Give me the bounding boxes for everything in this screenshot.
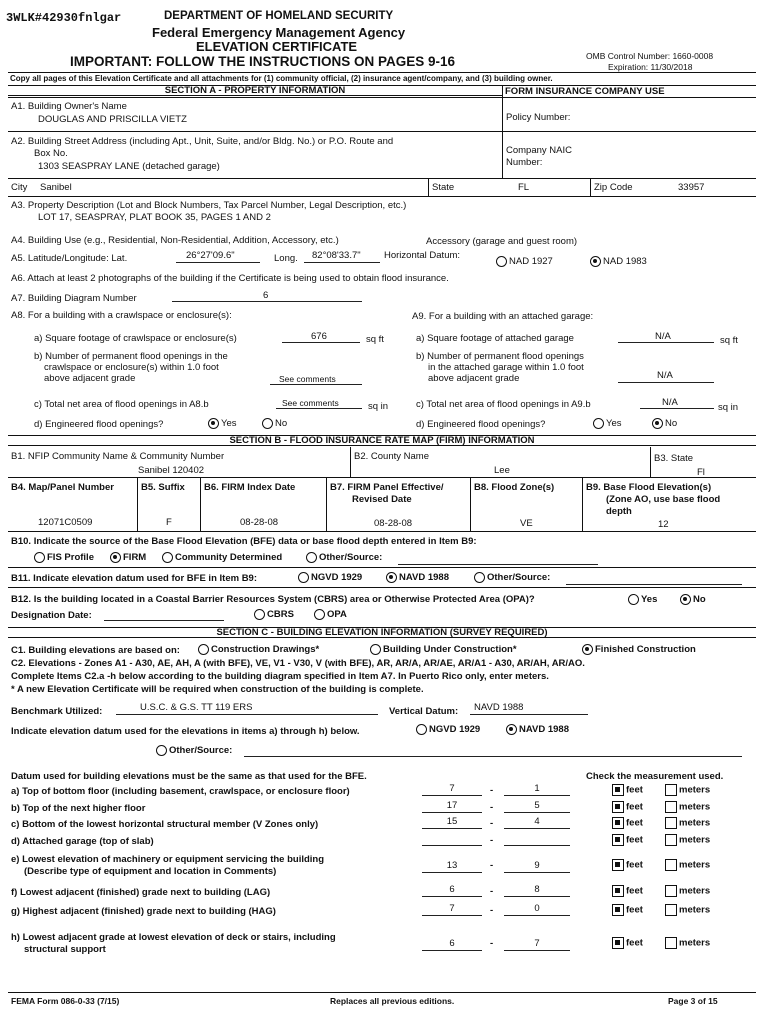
b6-value[interactable]: 08-28-08	[240, 517, 279, 528]
row-feet-value[interactable]: 6	[449, 938, 455, 949]
expiration: Expiration: 11/30/2018	[608, 62, 693, 72]
a8a-label: a) Square footage of crawlspace or enclosure(s)	[34, 333, 237, 344]
city-label: City	[11, 182, 28, 193]
row-feet-value[interactable]: 17	[446, 800, 458, 811]
row-dash: -	[490, 905, 494, 916]
naic-label: Company NAIC	[506, 145, 572, 156]
c2-instructions: Complete Items C2.a -h below according to the building diagram specified in Item A7. In Puerto Rico only, enter meters.	[11, 671, 549, 682]
meters-checkbox[interactable]	[665, 859, 677, 871]
row-feet-value[interactable]: 7	[449, 903, 455, 914]
feet-checkbox-option[interactable]: feet	[612, 817, 643, 829]
feet-checkbox[interactable]	[612, 937, 624, 949]
a8d-no-option[interactable]: No	[262, 418, 287, 429]
insurance-use-title: FORM INSURANCE COMPANY USE	[505, 86, 665, 97]
a8c-unit: sq in	[368, 401, 389, 412]
a9b-value[interactable]: N/A	[657, 370, 673, 381]
vertical-datum-value[interactable]: NAVD 1988	[474, 702, 524, 713]
firm-radio[interactable]	[110, 552, 121, 563]
b12-yes-radio[interactable]	[628, 594, 639, 605]
feet-checkbox[interactable]	[612, 885, 624, 897]
meters-checkbox[interactable]	[665, 885, 677, 897]
b11-navd-option[interactable]: NAVD 1988	[386, 572, 449, 583]
row-feet-value[interactable]: 15	[446, 816, 458, 827]
b8-label: B8. Flood Zone(s)	[474, 482, 555, 493]
a8a-unit: sq ft	[366, 334, 384, 345]
b5-value[interactable]: F	[166, 517, 172, 528]
construction-drawings-option[interactable]: Construction Drawings*	[198, 644, 319, 655]
row-label-2: (Describe type of equipment and location in Comments)	[24, 866, 277, 877]
opa-option[interactable]: OPA	[314, 609, 347, 620]
meters-checkbox-option[interactable]: meters	[665, 885, 710, 897]
feet-checkbox[interactable]	[612, 834, 624, 846]
row-label-2: structural support	[24, 944, 106, 955]
b11-ngvd-radio[interactable]	[298, 572, 309, 583]
b4-label: B4. Map/Panel Number	[11, 482, 114, 493]
a8c-label: c) Total net area of flood openings in A8.b	[34, 399, 209, 410]
a3-label: A3. Property Description (Lot and Block Numbers, Tax Parcel Number, Legal Description, etc.)	[11, 200, 407, 211]
row-label: c) Bottom of the lowest horizontal structural member (V Zones only)	[11, 819, 319, 830]
a9-label: A9. For a building with an attached garage:	[412, 311, 594, 322]
feet-checkbox-option[interactable]: feet	[612, 885, 643, 897]
a1-value[interactable]: DOUGLAS AND PRISCILLA VIETZ	[38, 114, 187, 125]
row-label: b) Top of the next higher floor	[11, 803, 146, 814]
b12-no-option[interactable]: No	[680, 594, 706, 605]
b1-value[interactable]: Sanibel 120402	[138, 465, 205, 476]
b11-navd-radio[interactable]	[386, 572, 397, 583]
meters-checkbox[interactable]	[665, 817, 677, 829]
construction-drawings-radio[interactable]	[198, 644, 209, 655]
a8a-value[interactable]: 676	[311, 331, 327, 342]
meters-checkbox[interactable]	[665, 801, 677, 813]
a5-label: A5. Latitude/Longitude: Lat.	[11, 253, 128, 264]
a2-label-2: Box No.	[34, 148, 68, 159]
row-label: h) Lowest adjacent grade at lowest elevation of deck or stairs, including	[11, 932, 336, 943]
a7-value[interactable]: 6	[263, 290, 269, 301]
cbrs-option[interactable]: CBRS	[254, 609, 294, 620]
indicate-datum-label: Indicate elevation datum used for the elevations in items a) through h) below.	[11, 726, 360, 737]
cbrs-radio[interactable]	[254, 609, 265, 620]
a9a-label: a) Square footage of attached garage	[416, 333, 574, 344]
c-ngvd-radio[interactable]	[416, 724, 427, 735]
a5-long-label: Long.	[274, 253, 298, 264]
a8d-no-radio[interactable]	[262, 418, 273, 429]
a4-label: A4. Building Use (e.g., Residential, Non-Residential, Addition, Accessory, etc.)	[11, 235, 339, 246]
vertical-datum-label: Vertical Datum:	[389, 706, 459, 717]
feet-checkbox[interactable]	[612, 859, 624, 871]
feet-checkbox-option[interactable]: feet	[612, 834, 643, 846]
c-ngvd-option[interactable]: NGVD 1929	[416, 724, 480, 735]
a9c-unit: sq in	[718, 402, 739, 413]
row-label: g) Highest adjacent (finished) grade next to building (HAG)	[11, 906, 276, 917]
nad1983-option[interactable]: NAD 1983	[590, 256, 647, 267]
row-dash: -	[490, 785, 494, 796]
meters-checkbox-option[interactable]: meters	[665, 834, 710, 846]
a9d-no-option[interactable]: No	[652, 418, 677, 429]
row-dash: -	[490, 818, 494, 829]
a5-latitude[interactable]: 26°27'09.6"	[186, 250, 235, 261]
feet-checkbox-option[interactable]: feet	[612, 937, 643, 949]
community-option[interactable]: Community Determined	[162, 552, 282, 563]
b5-label: B5. Suffix	[141, 482, 185, 493]
finished-construction-option[interactable]: Finished Construction	[582, 644, 696, 655]
state-value[interactable]: FL	[518, 182, 530, 193]
row-label: d) Attached garage (top of slab)	[11, 836, 154, 847]
b11-label: B11. Indicate elevation datum used for BFE in Item B9:	[11, 573, 257, 584]
b2-value[interactable]: Lee	[494, 465, 510, 476]
b9-value[interactable]: 12	[658, 519, 669, 530]
row-inches-value[interactable]: 9	[534, 860, 540, 871]
b12-yes-option[interactable]: Yes	[628, 594, 657, 605]
nad1927-radio[interactable]	[496, 256, 507, 267]
b9-label: B9. Base Flood Elevation(s)	[586, 482, 712, 493]
section-a-title: SECTION A - PROPERTY INFORMATION	[8, 85, 502, 96]
b3-value[interactable]: Fl	[697, 467, 705, 478]
row-inches-value[interactable]: 7	[534, 938, 540, 949]
a6-text: A6. Attach at least 2 photographs of the building if the Certificate is being used to obtain flood insurance.	[11, 273, 449, 284]
a5-longitude[interactable]: 82°08'33.7"	[312, 250, 361, 261]
feet-checkbox[interactable]	[612, 817, 624, 829]
row-label: a) Top of bottom floor (including basement, crawlspace, or enclosure floor)	[11, 786, 350, 797]
b7-label-2: Revised Date	[352, 494, 412, 505]
feet-checkbox[interactable]	[612, 784, 624, 796]
a8d-yes-option[interactable]: Yes	[208, 418, 237, 429]
a8b-label-2: crawlspace or enclosure(s) within 1.0 foot	[44, 362, 219, 373]
b11-other-option[interactable]: Other/Source:	[474, 572, 550, 583]
feet-checkbox-option[interactable]: feet	[612, 904, 643, 916]
footer-page: Page 3 of 15	[668, 996, 718, 1006]
b6-label: B6. FIRM Index Date	[204, 482, 296, 493]
datum-note: Datum used for building elevations must be the same as that used for the BFE.	[11, 771, 367, 782]
row-inches-value[interactable]: 4	[534, 816, 540, 827]
designation-date-label: Designation Date:	[11, 610, 92, 621]
section-c-title: SECTION C - BUILDING ELEVATION INFORMATION (SURVEY REQUIRED)	[8, 627, 756, 638]
benchmark-label: Benchmark Utilized:	[11, 706, 103, 717]
b9-label-3: depth	[606, 506, 632, 517]
a9b-label: b) Number of permanent flood openings	[416, 351, 584, 362]
c2-note: * A new Elevation Certificate will be required when construction of the building is complete.	[11, 684, 424, 695]
fis-option[interactable]: FIS Profile	[34, 552, 94, 563]
a9d-label: d) Engineered flood openings?	[416, 419, 546, 430]
naic-label-2: Number:	[506, 157, 543, 168]
row-label: f) Lowest adjacent (finished) grade next to building (LAG)	[11, 887, 271, 898]
meters-checkbox[interactable]	[665, 937, 677, 949]
b11-other-radio[interactable]	[474, 572, 485, 583]
a3-value[interactable]: LOT 17, SEASPRAY, PLAT BOOK 35, PAGES 1 AND 2	[38, 212, 271, 223]
b7-value[interactable]: 08-28-08	[374, 518, 413, 529]
state-label: State	[432, 182, 455, 193]
row-dash: -	[490, 938, 494, 949]
c1-label: C1. Building elevations are based on:	[11, 645, 180, 656]
feet-checkbox-option[interactable]: feet	[612, 859, 643, 871]
row-dash: -	[490, 802, 494, 813]
a8c-value[interactable]: See comments	[282, 398, 339, 408]
form-title: ELEVATION CERTIFICATE	[196, 39, 358, 54]
check-measurement: Check the measurement used.	[586, 771, 724, 782]
a9a-unit: sq ft	[720, 335, 738, 346]
feet-checkbox-option[interactable]: feet	[612, 801, 643, 813]
feet-checkbox[interactable]	[612, 904, 624, 916]
row-inches-value[interactable]: 8	[534, 884, 540, 895]
a9c-value[interactable]: N/A	[662, 397, 678, 408]
nad1983-radio[interactable]	[590, 256, 601, 267]
a8b-value[interactable]: See comments	[279, 374, 336, 384]
row-feet-value[interactable]: 13	[446, 860, 458, 871]
b10-other-radio[interactable]	[306, 552, 317, 563]
a9a-value[interactable]: N/A	[655, 331, 671, 342]
row-dash: -	[490, 886, 494, 897]
nad1927-option[interactable]: NAD 1927	[496, 256, 553, 267]
meters-checkbox[interactable]	[665, 834, 677, 846]
copy-note: Copy all pages of this Elevation Certificate and all attachments for (1) community official, (2) insurance agent/company, and (3) building owner.	[10, 74, 553, 83]
a7-label: A7. Building Diagram Number	[11, 293, 137, 304]
under-construction-radio[interactable]	[370, 644, 381, 655]
footer-form-number: FEMA Form 086-0-33 (7/15)	[11, 996, 120, 1006]
a9d-yes-radio[interactable]	[593, 418, 604, 429]
b11-ngvd-option[interactable]: NGVD 1929	[298, 572, 362, 583]
b12-no-radio[interactable]	[680, 594, 691, 605]
row-inches-value[interactable]: 5	[534, 800, 540, 811]
b10-other-option[interactable]: Other/Source:	[306, 552, 382, 563]
meters-checkbox[interactable]	[665, 904, 677, 916]
a9b-label-2: in the attached garage within 1.0 foot	[428, 362, 584, 373]
meters-checkbox-option[interactable]: meters	[665, 801, 710, 813]
firm-option[interactable]: FIRM	[110, 552, 146, 563]
a8b-label: b) Number of permanent flood openings in the	[34, 351, 228, 362]
b9-label-2: (Zone AO, use base flood	[606, 494, 721, 505]
meters-checkbox-option[interactable]: meters	[665, 817, 710, 829]
horizontal-datum-label: Horizontal Datum:	[384, 250, 461, 261]
meters-checkbox-option[interactable]: meters	[665, 904, 710, 916]
policy-label: Policy Number:	[506, 112, 571, 123]
b12-label: B12. Is the building located in a Coastal Barrier Resources System (CBRS) area or Otherwise Protected Area (OPA)?	[11, 594, 535, 605]
c2-label: C2. Elevations - Zones A1 - A30, AE, AH, A (with BFE), VE, V1 - V30, V (with BFE), AR, AR/A, AR/AE, AR/A1 - A30, AR/AH, AR/AO.	[11, 658, 585, 669]
a4-value[interactable]: Accessory (garage and guest room)	[426, 236, 578, 247]
a9b-label-3: above adjacent grade	[428, 373, 520, 384]
row-dash: -	[490, 835, 494, 846]
row-feet-value[interactable]: 6	[449, 884, 455, 895]
c-navd-option[interactable]: NAVD 1988	[506, 724, 569, 735]
c-other-option[interactable]: Other/Source:	[156, 745, 232, 756]
row-feet-value[interactable]: 7	[449, 783, 455, 794]
meters-checkbox-option[interactable]: meters	[665, 937, 710, 949]
b4-value[interactable]: 12071C0509	[38, 517, 93, 528]
b10-label: B10. Indicate the source of the Base Flood Elevation (BFE) data or base flood depth entered in Item B9:	[11, 536, 477, 547]
under-construction-option[interactable]: Building Under Construction*	[370, 644, 517, 655]
meters-checkbox-option[interactable]: meters	[665, 784, 710, 796]
department: DEPARTMENT OF HOMELAND SECURITY	[164, 10, 394, 22]
row-dash: -	[490, 860, 494, 871]
feet-checkbox-option[interactable]: feet	[612, 784, 643, 796]
meters-checkbox-option[interactable]: meters	[665, 859, 710, 871]
b2-label: B2. County Name	[354, 451, 429, 462]
b8-value[interactable]: VE	[520, 518, 533, 529]
community-radio[interactable]	[162, 552, 173, 563]
a8b-label-3: above adjacent grade	[44, 373, 136, 384]
meters-checkbox[interactable]	[665, 784, 677, 796]
footer-replaces: Replaces all previous editions.	[330, 996, 455, 1006]
a9d-yes-option[interactable]: Yes	[593, 418, 622, 429]
benchmark-value[interactable]: U.S.C. & G.S. TT 119 ERS	[140, 702, 253, 713]
a8d-yes-radio[interactable]	[208, 418, 219, 429]
finished-construction-radio[interactable]	[582, 644, 593, 655]
zip-label: Zip Code	[594, 182, 633, 193]
a1-label: A1. Building Owner's Name	[11, 101, 127, 112]
opa-radio[interactable]	[314, 609, 325, 620]
row-inches-value[interactable]: 1	[534, 783, 540, 794]
b3-label: B3. State	[654, 453, 694, 464]
important-note: IMPORTANT: FOLLOW THE INSTRUCTIONS ON PAGES 9-16	[70, 54, 456, 69]
agency: Federal Emergency Management Agency	[152, 25, 406, 40]
fis-radio[interactable]	[34, 552, 45, 563]
city-value[interactable]: Sanibel	[40, 182, 72, 193]
omb-number: OMB Control Number: 1660-0008	[586, 51, 714, 61]
a8d-label: d) Engineered flood openings?	[34, 419, 164, 430]
b7-label: B7. FIRM Panel Effective/	[330, 482, 444, 493]
a9d-no-radio[interactable]	[652, 418, 663, 429]
scan-stamp: 3WLK#42930fnlgar	[6, 11, 122, 25]
row-inches-value[interactable]: 0	[534, 903, 540, 914]
c-navd-radio[interactable]	[506, 724, 517, 735]
a2-value[interactable]: 1303 SEASPRAY LANE (detached garage)	[38, 161, 220, 172]
row-label: e) Lowest elevation of machinery or equipment servicing the building	[11, 854, 325, 865]
a9c-label: c) Total net area of flood openings in A9.b	[416, 399, 591, 410]
section-b-title: SECTION B - FLOOD INSURANCE RATE MAP (FIRM) INFORMATION	[8, 435, 756, 446]
feet-checkbox[interactable]	[612, 801, 624, 813]
a2-label: A2. Building Street Address (including Apt., Unit, Suite, and/or Bldg. No.) or P.O. Route and	[11, 136, 394, 147]
a8-label: A8. For a building with a crawlspace or enclosure(s):	[11, 310, 232, 321]
b1-label: B1. NFIP Community Name & Community Number	[11, 451, 225, 462]
zip-value[interactable]: 33957	[678, 182, 705, 193]
c-other-radio[interactable]	[156, 745, 167, 756]
